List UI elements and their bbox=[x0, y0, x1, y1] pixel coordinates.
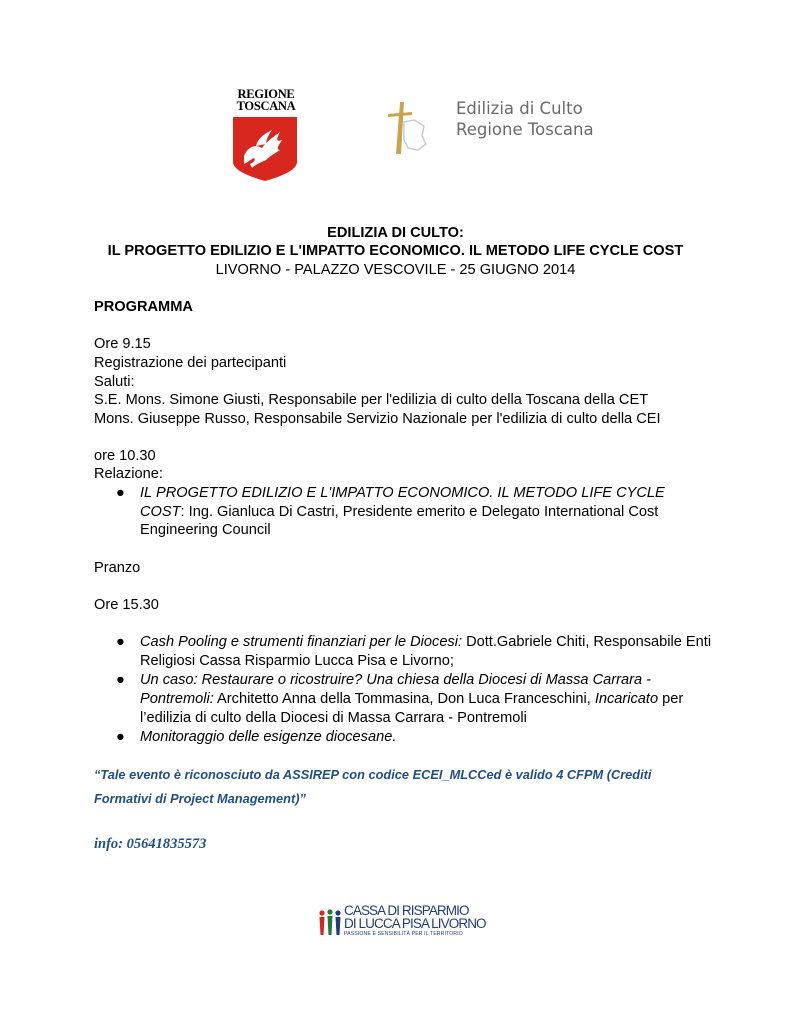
session3-item1-line2: Religiosi Cassa Risparmio Lucca Pisa e Livorno; bbox=[140, 653, 454, 669]
session2-item-line2 bbox=[140, 504, 658, 520]
session3-item2-line1: Un caso: Restaurare o ricostruire? Una chiesa della Diocesi di Massa Carrara - bbox=[140, 672, 651, 688]
session3-item2-speakers: Architetto Anna della Tommasina, Don Luca Franceschini, bbox=[213, 691, 595, 707]
doc-title-line1: EDILIZIA DI CULTO: bbox=[327, 225, 464, 241]
lunch-label: Pranzo bbox=[94, 560, 141, 576]
session3-item3: Monitoraggio delle esigenze diocesane. bbox=[140, 729, 397, 745]
info-phone: info: 05641835573 bbox=[94, 836, 207, 852]
session1-speaker2: Mons. Giuseppe Russo, Responsabile Servizio Nazionale per l'edilizia di culto della CEI bbox=[94, 411, 661, 427]
cross-tuscany-icon bbox=[374, 92, 430, 158]
bullet-icon: ● bbox=[116, 672, 125, 688]
session2-item-cost: COST bbox=[140, 504, 181, 520]
session1-speaker1: S.E. Mons. Simone Giusti, Responsabile per l'edilizia di culto della Toscana della CET bbox=[94, 392, 649, 408]
cassa-logo-line1: CASSA DI RISPARMIO bbox=[344, 903, 469, 918]
people-figures-icon bbox=[318, 908, 342, 938]
cassa-risparmio-logo bbox=[318, 903, 486, 944]
session2-time: ore 10.30 bbox=[94, 448, 156, 464]
session2-item-speaker: : Ing. Gianluca Di Castri, Presidente emerito e Delegato International Cost bbox=[180, 504, 659, 520]
edilizia-di-culto-logo bbox=[374, 92, 594, 158]
accreditation-line2: Formativi di Project Management)” bbox=[94, 791, 306, 806]
programma-heading: PROGRAMMA bbox=[94, 299, 193, 315]
session3-item2-role: Incaricato bbox=[594, 691, 659, 707]
session3-item2-place: Pontremoli: bbox=[140, 691, 214, 707]
bullet-icon: ● bbox=[116, 634, 125, 650]
pegasus-shield-icon bbox=[232, 116, 298, 182]
doc-title-line2: IL PROGETTO EDILIZIO E L'IMPATTO ECONOMICO. IL METODO LIFE CYCLE COST bbox=[107, 243, 684, 259]
edilizia-logo-line1: Edilizia di Culto bbox=[456, 99, 583, 118]
doc-subtitle: LIVORNO - PALAZZO VESCOVILE - 25 GIUGNO 2014 bbox=[215, 262, 576, 278]
regione-toscana-logo bbox=[228, 88, 304, 182]
session3-item2-line2 bbox=[140, 691, 683, 707]
session1-greetings-label: Saluti: bbox=[94, 374, 135, 390]
bullet-icon: ● bbox=[116, 729, 125, 745]
accreditation-line1: “Tale evento è riconosciuto da ASSIREP con codice ECEI_MLCCed è valido 4 CFPM (Crediti bbox=[94, 767, 652, 782]
session3-item1-line1 bbox=[140, 634, 711, 650]
session3-item1-speaker: Dott.Gabriele Chiti, Responsabile Enti bbox=[462, 634, 712, 650]
session1-registration: Registrazione dei partecipanti bbox=[94, 355, 287, 371]
session2-label: Relazione: bbox=[94, 466, 163, 482]
cassa-logo-tagline: PASSIONE E SENSIBILITÀ PER IL TERRITORIO bbox=[344, 931, 463, 937]
session2-item-line1: IL PROGETTO EDILIZIO E L'IMPATTO ECONOMICO. IL METODO LIFE CYCLE bbox=[140, 485, 665, 501]
session1-time: Ore 9.15 bbox=[94, 336, 151, 352]
edilizia-logo-line2: Regione Toscana bbox=[456, 120, 594, 139]
session3-item2-line3: l’edilizia di culto della Diocesi di Massa Carrara - Pontremoli bbox=[140, 710, 527, 726]
session3-item1-topic: Cash Pooling e strumenti finanziari per le Diocesi: bbox=[140, 634, 463, 650]
regione-logo-line2: TOSCANA bbox=[236, 99, 296, 113]
cassa-logo-line2: DI LUCCA PISA LIVORNO bbox=[344, 916, 486, 931]
bullet-icon: ● bbox=[116, 485, 125, 501]
regione-logo-line1: REGIONE bbox=[237, 87, 295, 101]
session3-time: Ore 15.30 bbox=[94, 597, 159, 613]
session2-item-line3: Engineering Council bbox=[140, 522, 271, 538]
session3-item2-per: per bbox=[658, 691, 684, 707]
